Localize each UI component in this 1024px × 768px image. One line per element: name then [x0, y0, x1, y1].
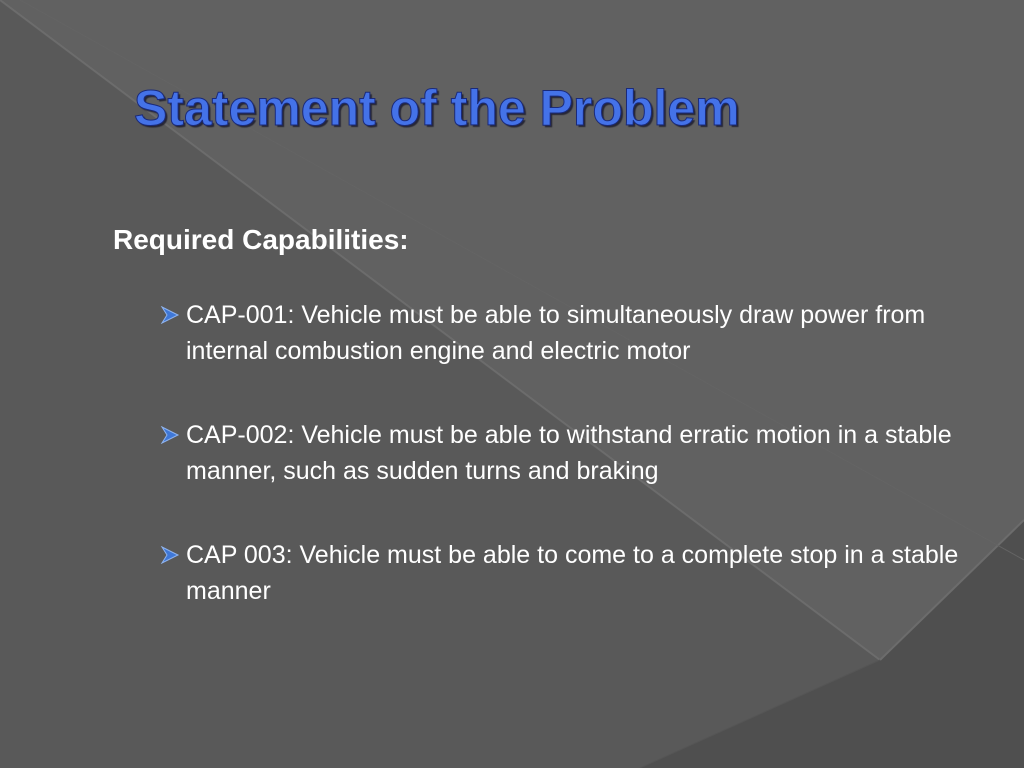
slide-title: Statement of the Problem — [134, 80, 740, 136]
arrowhead-bullet-icon — [160, 306, 180, 324]
arrowhead-bullet-icon — [160, 546, 180, 564]
capability-item-2 — [160, 417, 980, 489]
capability-text: CAP-002: Vehicle must be able to withstand erratic motion in a stable manner, such as sudden turns and braking — [186, 421, 952, 485]
capabilities-list — [160, 297, 980, 657]
capability-text: CAP 003: Vehicle must be able to come to a complete stop in a stable manner — [186, 541, 959, 605]
capability-text: CAP-001: Vehicle must be able to simultaneously draw power from internal combustion engine and electric motor — [186, 301, 926, 365]
required-capabilities-heading: Required Capabilities: — [113, 224, 409, 255]
capability-item-1 — [160, 297, 980, 369]
arrowhead-bullet-icon — [160, 426, 180, 444]
capability-item-3 — [160, 537, 980, 609]
